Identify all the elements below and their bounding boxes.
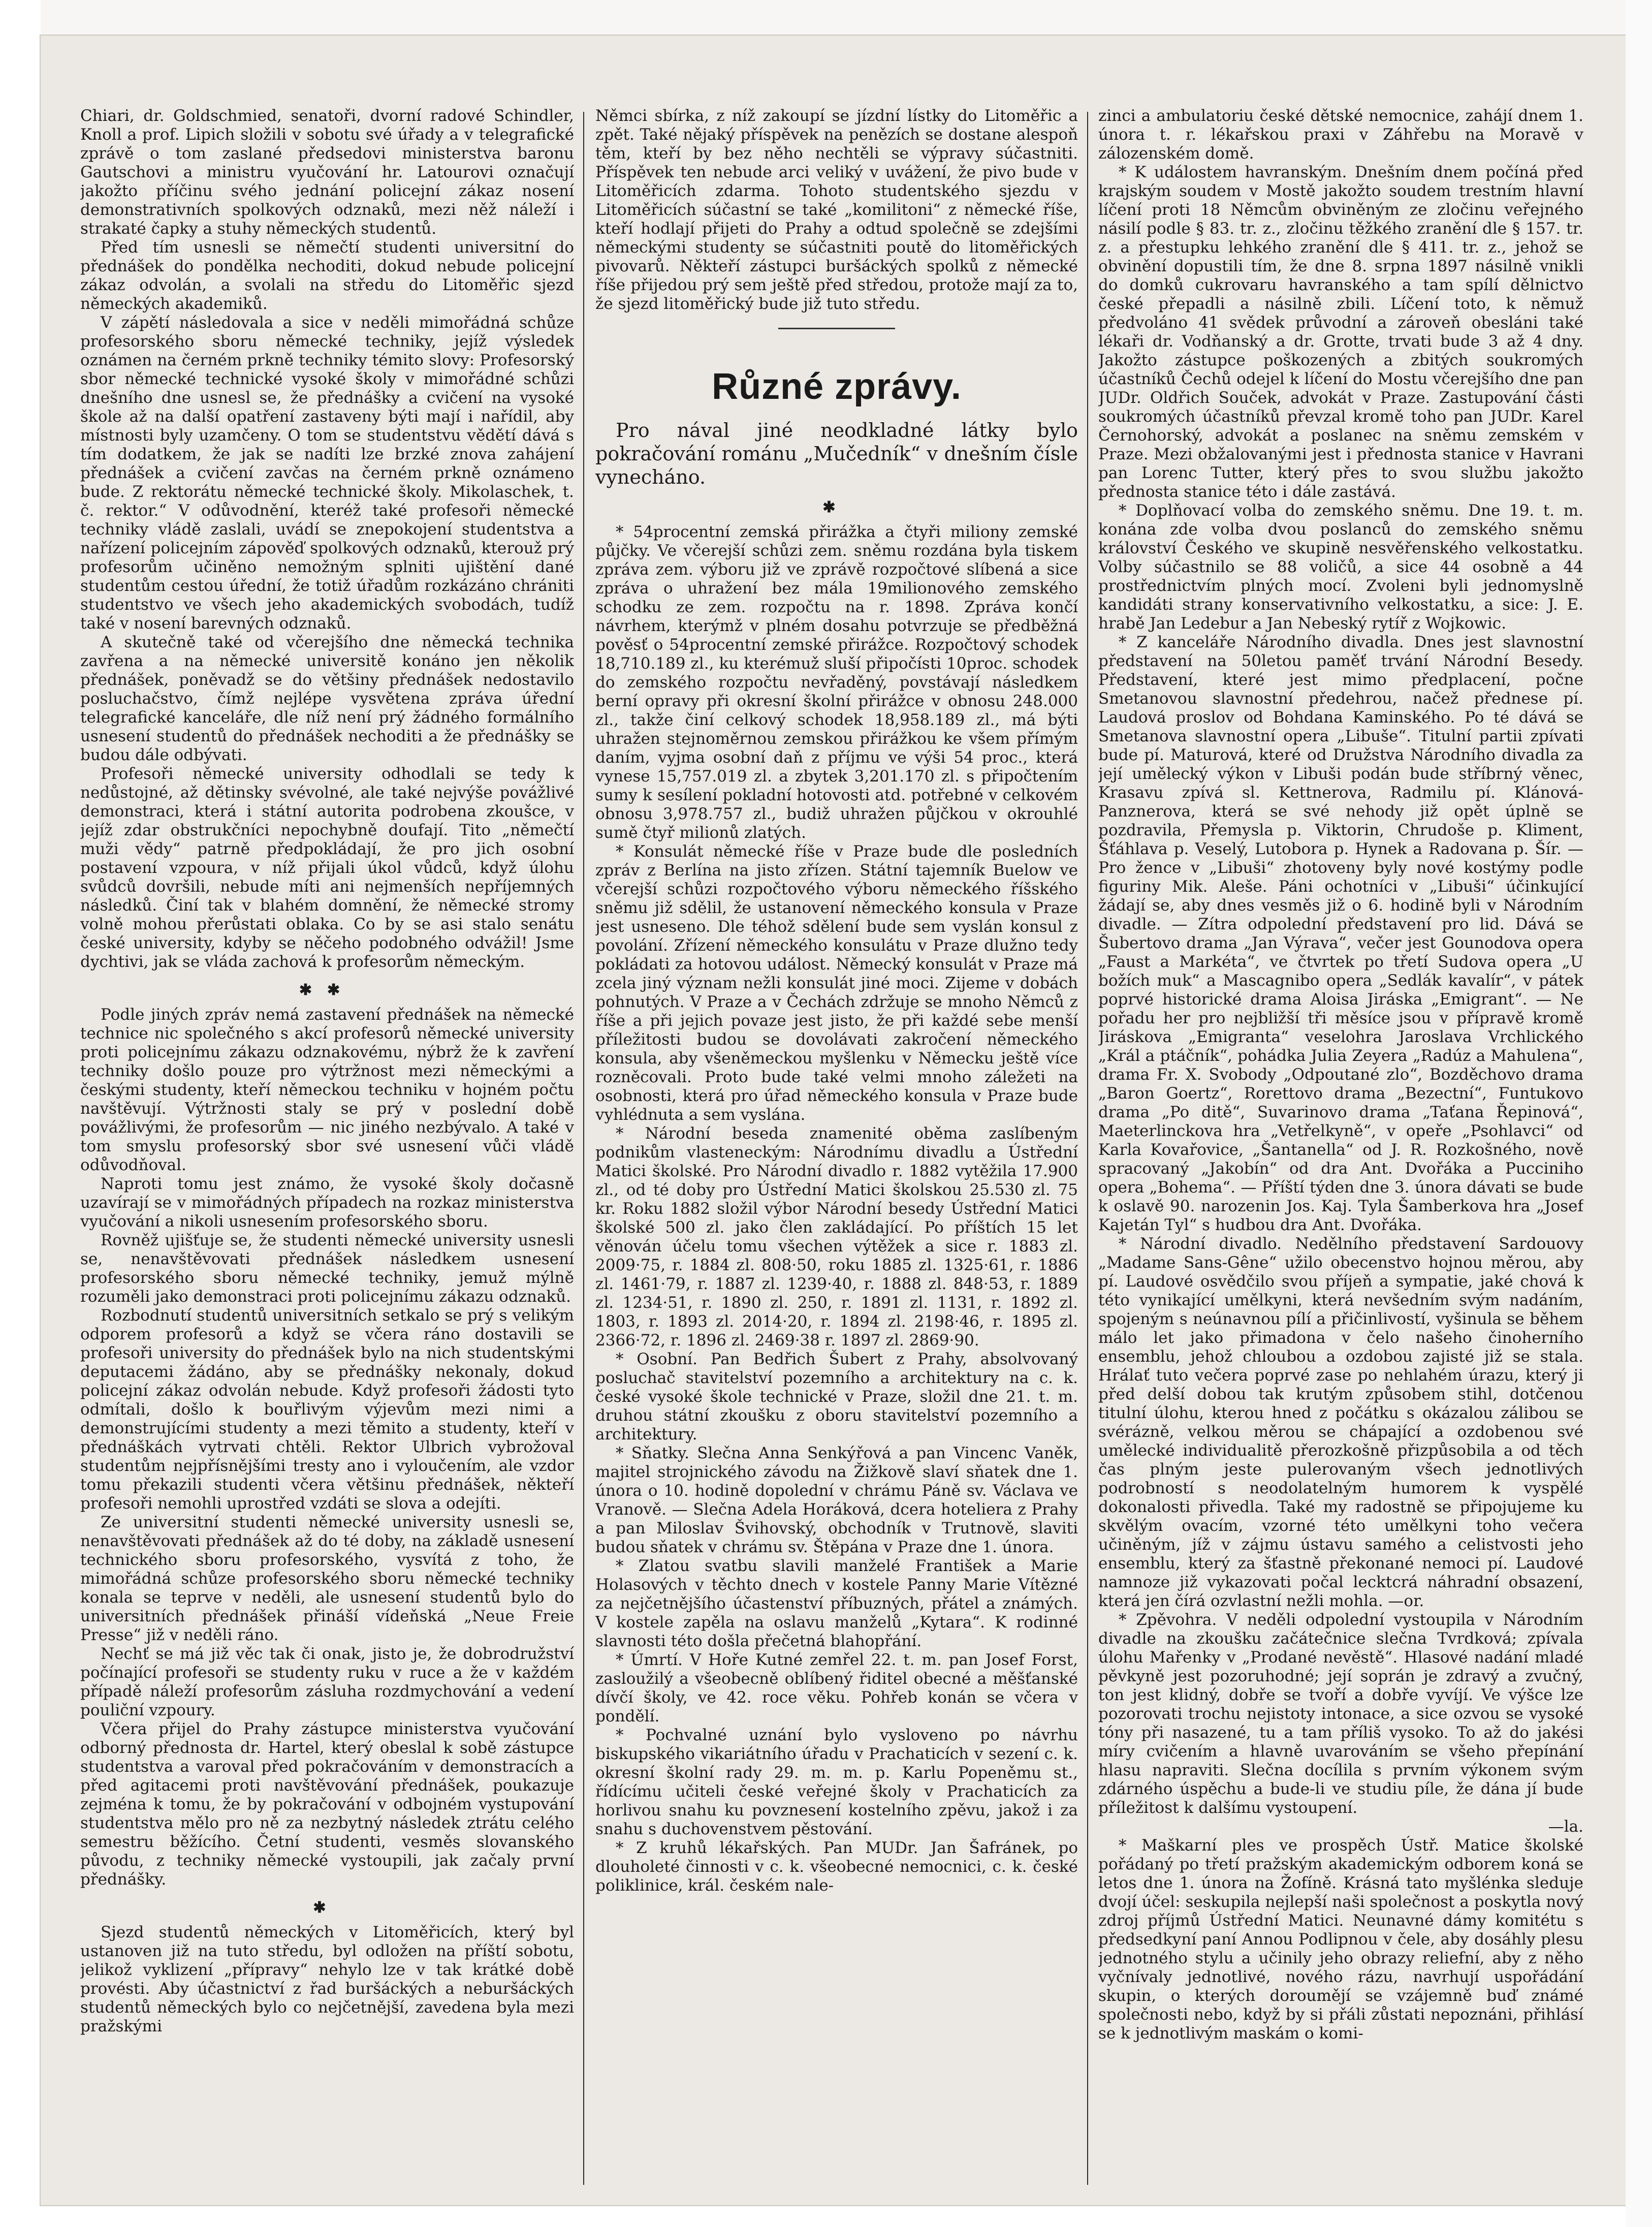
news-item: * Z kanceláře Národního divadla. Dnes jest slavnostní představení na 50letou paměť trvání Národní Besedy. Představení, které jest mimo předplacení, počne Smetanovou slavnostní předehrou, načež přednese pí. Laudová proslov od Bohdana Kaminského. Po té dává se Smetanova slavnostní opera „Libuše“. Titulní partii zpívati bude pí. Maturová, které od Družstva Národního divadla za její umělecký výkon v Libuši podán bude stříbrný věnec, Krasavu zpívá sl. Kettnerova, Radmilu pí. Klánová-Panznerova, která se své nehody již opět úplně se pozdravila, Přemysla p. Viktorin, Chrudoše p. Kliment, Šťáhlava p. Veselý, Lutobora p. Hynek a Radovana p. Šír. — Pro žence v „Libuši“ zhotoveny byly nové kostýmy podle figuriny Mik. Aleše. Páni ochotníci v „Libuši“ účinkující žádají se, aby dnes vesměs již o 6. hodině byli v Národním divadle. — Zítra odpolední představení pro lid. Dává se Šubertovo drama „Jan Výrava“, večer jest Gounodova opera „Faust a Markéta“, ve čtvrtek po třetí Sudova opera „U božích muk“ a Mascagnibo opera „Sedlák kavalír“, v pátek poprvé historické drama Aloisa Jiráska „Emigrant“. — Ne pořadu her pro nejbližší tři měsíce jsou v přípravě kromě Jiráskova „Emigranta“ veselohra Jaroslava Vrchlického „Král a ptáčník“, pohádka Julia Zeyera „Radúz a Mahulena“, drama Fr. X. Svobody „Odpoutané zlo“, Bozděchovo drama „Baron Goertz“, Rorettovo drama „Bezectní“, Funtukovo drama „Po ditě“, Suvarinovo drama „Taťana Řepinová“, Maeterlinckova hra „Vetřelkyně“, v opeře „Psohlavci“ od Karla Kovařovice, „Šantanella“ od J. R. Rozkošného, nově spracovaný „Jakobín“ od dra Ant. Dvořáka a Pucciniho opera „Bohema“. — Příští týden dne 3. února dávati se bude k oslavě 90. narozenin Jos. Kaj. Tyla Šamberkova hra „Josef Kajetán Tyl“ s hudbou dra Ant. Dvořáka. xyxy=(1098,633,1583,1234)
top-margin xyxy=(41,0,1626,36)
news-item: * Zpěvohra. V neděli odpolední vystoupila v Národním divadle na zkoušku začátečnice slečna Tvrdková; zpívala úlohu Mařenky v „Prodané nevěstě“. Hlasové nadání mladé pěvkyně jest pozoruhodné; její soprán je zdravý a zvučný, ton jest klidný, dobře se tvoří a dobře vyvíjí. Ve výšce lze pozorovati trochu nejistoty intonace, a sice ozvou se vysoké tóny při nasazené, tu a tam příliš vysoko. To až do jakési míry cvičením a hlavně uvarováním se všeho přepínání hlasu napraviti. Slečna docílila s prvním výkonem svým zdárného úspěchu a bude-li ve studiu píle, že dána jí bude příležitost k dalšímu vystoupení. xyxy=(1098,1611,1583,1817)
news-item: * Doplňovací volba do zemského sněmu. Dne 19. t. m. konána zde volba dvou poslanců do zemského sněmu království Českého ve skupině nesvěřenského velkostatku. Volby súčastnilo se 88 voličů, a sice 44 osobně a 44 prostřednictvím plných mocí. Zvoleni byli jednomyslně kandidáti strany konservativního velkostatku, a sice: J. E. hrabě Jan Ledebur a Jan Nebeský rytíř z Wojkowic. xyxy=(1098,501,1583,633)
paragraph: Sjezd studentů německých v Litoměřicích, který byl ustanoven již na tuto středu, byl odložen na příští sobotu, jelikož vyklizení „přípravy“ nehylo lze v tak krátké době provésti. Aby účastnictví z řad buršáckých a neburšáckých studentů německých bylo co nejčetnější, zavedena byla mezi pražskými xyxy=(80,1923,574,2035)
intro-notice: Pro nával jiné neodkladné látky bylo pokračování románu „Mučedník“ v dnešním čísle vynecháno. xyxy=(595,419,1078,488)
news-item: * Osobní. Pan Bedřich Šubert z Prahy, absolvovaný posluchač stavitelství pozemního a architektury na c. k. české vysoké škole technické v Praze, složil dne 21. t. m. druhou státní zkoušku z oboru stavitelství pozemního a architektury. xyxy=(595,1350,1078,1444)
section-title: Různé zprávy. xyxy=(712,366,962,407)
paragraph: Naproti tomu jest známo, že vysoké školy dočasně uzavírají se v mimořádných případech na rozkaz ministerstva vyučování a nikoli usnesením profesorského sboru. xyxy=(80,1175,574,1231)
paragraph: Ze universitní studenti německé university usnesli se, nenavštěvovati přednášek až do té doby, na základě usnesení technického sboru profesorského, vysvítá z toho, že mimořádná schůze profesorského sboru německé techniky konala se teprve v neděli, ale usnesení studentů bylo do universitních přednášek přináší vídeňská „Neue Freie Presse“ již v neděli ráno. xyxy=(80,1513,574,1644)
paragraph: Němci sbírka, z níž zakoupí se jízdní lístky do Litoměřic a zpět. Také nějaký příspěvek na penězích se dostane alespoň těm, kteří by bez něho nechtěli se výpravy súčastniti. Příspěvek ten nebude arci veliký v uvážení, že pivo bude v Litoměřicích zdarma. Tohoto studentského sjezdu v Litoměřicích súčastní se také „komilitoni“ z německé říše, kteří hodlají přijeti do Prahy a odtud společně se zdejšími německými studenty se súčastniti poutě do litoměřických pivovarů. Někteří zástupci buršáckých spolků z německé říše přijedou prý sem ještě před středou, protože mají za to, že sjezd litoměřický bude již tuto středu. xyxy=(595,107,1078,313)
newspaper-page xyxy=(41,36,1626,2205)
short-divider xyxy=(778,328,895,329)
separator-stars: ✱✱ xyxy=(299,981,356,999)
paragraph: Rozbodnutí studentů universitních setkalo se prý s velikým odporem profesorů a když se včera ráno dostavili se profesoři university do přednášek bylo na nich studentskými deputacemi žádáno, aby se přednášky nekonaly, dokud policejní zákaz odvolán nebude. Když profesoři žádosti tyto odmítali, došlo k bouřlivým výjevům mezi nimi a demonstrujícími studenty a mezi těmito a studenty, kteří v přednáškách vytrvati chtěli. Rektor Ulbrich vybrožoval studentům nejpřísnějšími tresty ano i vyloučením, ale vzdor tomu překazili studenti včera většinu přednášek, někteří profesoři nemohli uprostřed vzdáti se slova a odejíti. xyxy=(80,1306,574,1513)
news-item: * Z kruhů lékařských. Pan MUDr. Jan Šafránek, po dlouholeté činnosti v c. k. všeobecné nemocnici, c. k. české poliklinice, král. českém nale- xyxy=(595,1839,1078,1895)
news-item: * Sňatky. Slečna Anna Senkýřová a pan Vincenc Vaněk, majitel strojnického závodu na Žižkově slaví sňatek dne 1. února o 10. hodině dopolední v chrámu Páně sv. Václava ve Vranově. — Slečna Adela Horáková, dcera hoteliera z Prahy a pan Miloslav Švihovský, obchodník v Trutnově, slaviti budou sňatek v chrámu sv. Štěpána v Praze dne 1. února. xyxy=(595,1444,1078,1556)
column-rule xyxy=(583,112,584,2185)
separator-stars: ✱ xyxy=(313,1899,341,1917)
paragraph: V zápětí následovala a sice v neděli mimořádná schůze profesorského sboru německé techniky, jejíž výsledek oznámen na černém prkně techniky témito slovy: Profesorský sbor německé technické vysoké školy v mimořádné schůzi dnešního dne usnesl se, že přednášky a cvičení na vysoké škole až na další opatření zastaveny býti mají i nařídil, aby místnosti byly uzamčeny. O tom se studentstvu vědětí dává s tím dodatkem, že jak se nadíti lze brzké znova zahájení přednášek a cvičení zavčas na černém prkně oznámeno bude. Z rektorátu německé technické školy. Mikolaschek, t. č. rektor.“ V odůvodnění, kteréž také profesoři německé techniky vládě zaslali, uvádí se znepokojení studentstva a nařízení policejním zápověď spolkových odznaků, kterouž prý profesorům učiněno nemožným splniti ujištění dané studentům cestou úřední, že totiž úřadům rozkázáno chrániti studentstvo ve všech jeho akademických svobodách, tudíž také v nosení barevných odznaků. xyxy=(80,313,574,633)
paragraph: Chiari, dr. Goldschmied, senatoři, dvorní radové Schindler, Knoll a prof. Lipich složili v sobotu své úřady a v telegrafické zprávě o tom zaslané předsedovi ministerstva baronu Gautschovi a ministru vyučování hr. Latourovi označují jakožto příčinu svého jednání policejní zákaz nosení demonstrativních spolkových odznaků, mezi něž náleží i strakaté čapky a stuhy německých studentů. xyxy=(80,107,574,238)
news-item: * Zlatou svatbu slavili manželé František a Marie Holasových v těchto dnech v kostele Panny Marie Vítězné za nejčetnějšího účastenství příbuzných, přátel a známých. V kostele zapěla na oslavu manželů „Kytara“. K rodinné slavnosti této došla přečetná blahopřání. xyxy=(595,1557,1078,1650)
right-margin xyxy=(1626,0,1652,2227)
paragraph: Rovněž ujišťuje se, že studenti německé university usnesli se, nenavštěvovati přednášek následkem usnesení profesorského sboru německé techniky, jemuž mýlně rozuměli jako demonstraci proti policejnímu zákazu odznaků. xyxy=(80,1231,574,1306)
news-item: * K událostem havranským. Dnešním dnem počíná před krajským soudem v Mostě jakožto soudem trestním hlavní líčení proti 18 Němcům obviněným ze zločinu veřejného násilí podle § 83. tr. z., zločinu těžkého zranění dle § 157. tr. z. a přestupku lehkého zranění dle § 411. tr. z., jehož se obvinění dopustili tím, že dne 8. srpna 1897 násilně vnikli do domků cukrovaru havranského a tam spílí dělnictvo české přepadli a násilně zbili. Líčení toto, k němuž předvoláno 41 svědek průvodní a zároveň obesláni také lékaři dr. Vodňanský a dr. Grotte, trvati bude 3 až 4 dny. Jakožto zástupce poškozených a zbitých soukromých účastníků Čechů odejel k líčení do Mostu včerejšího dne pan JUDr. Oldřich Souček, advokát v Praze. Zastupování části soukromých účastníků převzal kromě toho pan JUDr. Karel Černohorský, advokát a poslanec na sněmu zemském v Praze. Mezi obžalovanými jest i přednosta stanice v Havrani pan Lorenc Tutter, který přes to svou službu jakožto přednosta stanice této i dále zastává. xyxy=(1098,163,1583,501)
news-item: * Národní beseda znamenité oběma zaslíbeným podnikům vlasteneckým: Národnímu divadlu a Ústřední Matici školské. Pro Národní divadlo r. 1882 vytěžila 17.900 zl., od té doby pro Ústřední Matici školskou 25.530 zl. 75 kr. Roku 1882 složil výbor Národní besedy Ústřední Matici školské 500 zl. jako člen zakládající. Po příštích 15 let věnován účelu tomu všechen výtěžek a sice r. 1883 zl. 2009·75, r. 1884 zl. 808·50, roku 1885 zl. 1325·61, r. 1886 zl. 1461·79, r. 1887 zl. 1239·40, r. 1888 zl. 848·53, r. 1889 zl. 1234·51, r. 1890 zl. 250, r. 1891 zl. 1131, r. 1892 zl. 1803, r. 1893 zl. 2014·20, r. 1894 zl. 2198·46, r. 1895 zl. 2366·72, r. 1896 zl. 2469·38 r. 1897 zl. 2869·90. xyxy=(595,1124,1078,1350)
separator-stars: ✱ xyxy=(822,498,851,516)
news-item: * 54procentní zemská přirážka a čtyři miliony zemské půjčky. Ve včerejší schůzi zem. sněmu rozdána byla tiskem zpráva zem. výboru již ve zprávě rozpočtové slíbená a sice zpráva o uhražení bez mála 19milionového zemského schodku ze zem. rozpočtu na r. 1898. Zpráva končí návrhem, kterýmž v plném dosahu potvrzuje se předběžná pověsť o 54procentní zemské přirážce. Rozpočtový schodek 18,710.189 zl., ku kterémuž sluší připočísti 10proc. schodek do zemského rozpočtu nevřaděný, povstávají následkem berní opravy při okresní školní přirážce v obnosu 248.000 zl., takže činí celkový schodek 18,958.189 zl., má býti uhražen stejnoměrnou zemskou přirážkou ke všem přímým daním, vyjma osobní daň z příjmu ve výši 54 proc., která vynese 15,757.019 zl. a zbytek 3,201.170 zl. s připočtením sumy k sesílení pokladní hotovosti atd. potřebné v celkovém obnosu 3,978.757 zl., budiž uhražen půjčkou v okrouhlé sumě čtyř milionů zlatých. xyxy=(595,523,1078,842)
column-rule xyxy=(1087,112,1088,2185)
paragraph: Nechť se má již věc tak či onak, jisto je, že dobrodružství počínající profesoři se studenty ruku v ruce a že v každém případě náleží profesorům zásluha rozdmychování a vedení pouliční vzpoury. xyxy=(80,1645,574,1719)
column-left xyxy=(80,107,574,2190)
news-item: * Úmrtí. V Hoře Kutné zemřel 22. t. m. pan Josef Forst, zasloužilý a všeobecně oblíbený řiditel obecné a měšťanské dívčí školy, ve 42. roce věku. Pohřeb konán se včera v pondělí. xyxy=(595,1651,1078,1726)
paragraph: Podle jiných zpráv nemá zastavení přednášek na německé technice nic společného s akcí profesorů německé university proti policejnímu zákazu odznakovému, nýbrž že k zavření techniky došlo pouze pro výtržnost mezi německými a českými studenty, kteří německou techniku v hojném počtu navštěvují. Výtržnosti staly se prý v poslední době povážlivými, že profesorům — nic jiného nezbývalo. A také v tom smyslu profesorský sbor své usnesení vůči vládě odůvodňoval. xyxy=(80,1006,574,1174)
signature: —la. xyxy=(1548,1817,1583,1836)
paragraph: Profesoři německé university odhodlali se tedy k nedůstojné, až dětinsky svévolné, ale také nejvýše povážlivé demonstraci, která i státní autorita podrobena zkoušce, v jejíž zdar obstrukčníci nepochybně doufají. Tito „němečtí muži vědy“ patrně předpokládají, že pro jich osobní postavení vzpoura, v níž přijali úkol vůdců, když úlohu svůdců dovršili, nebude míti ani nejmenších nepříjemných následků. Činí tak v blahém domnění, že německé stromy volně mohou přerůstati oblaka. Co by se asi stalo senátu české university, kdyby se něčeho podobného odvážil! Jsme dychtivi, jak se vláda zachová k profesorům německým. xyxy=(80,765,574,971)
news-item: * Pochvalné uznání bylo vysloveno po návrhu biskupského vikariátního úřadu v Prachaticích v sezení c. k. okresní školní rady 29. m. m. p. Karlu Popeněmu st., řídícímu učiteli české veřejné školy v Prachaticích za horlivou snahu ku povznesení kostelního zpěvu, jakož i za snahu s duchovenstvem pěstování. xyxy=(595,1726,1078,1838)
paragraph: A skutečně také od včerejšího dne německá technika zavřena a na německé universitě konáno jen několik přednášek, poněvadž se do většiny přednášek nedostavilo posluchačstvo, čímž nejlépe vysvětena zpráva úřední telegrafické kanceláře, dle níž není prý žádného formálního usnesení studentů do přednášek nechoditi a že přednášky se budou dále odbývati. xyxy=(80,633,574,764)
paragraph: Před tím usnesli se němečtí studenti universitní do přednášek do pondělka nechoditi, dokud nebude policejní zákaz odvolán, a svolali na středu do Litoměřic sjezd německých akademiků. xyxy=(80,238,574,313)
news-item: * Maškarní ples ve prospěch Ústř. Matice školské pořádaný po třetí pražským akademickým odborem koná se letos dne 1. února na Žofíně. Krásná tato myšlénka sleduje dvojí účel: seskupila nejlepší naši společnost a poskytla nový zdroj příjmů Ústřední Matici. Neunavné dámy komitétu s předsedkyní paní Annou Podlipnou v čele, aby dosáhly plesu jednotného stylu a učinily jeho obrazy reliefní, aby z něho vyčnívaly jednotlivé, nového rázu, navrhují uspořádání skupin, o kterých doroumějí se vzájemně buď známé společnosti nebo, když by si přáli zůstati nepoznáni, přihlásí se k jednotlivým maskám o komi- xyxy=(1098,1836,1583,2043)
news-item: * Národní divadlo. Nedělního představení Sardouovy „Madame Sans-Gêne“ užilo obecenstvo hojnou měrou, aby pí. Laudové osvědčilo svou příjeň a sympatie, jaké chová k této vynikající umělkyni, která nevšedním svým nadáním, spojeným s neúnavnou pílí a přičinlivostí, vyšinula se během málo let jako přimadona v čelo našeho činoherního ensemblu, jehož chloubou a ozdobou zajisté již se stala. Hrálať tuto večera poprvé zase po nehlahém úrazu, který ji před delší dobou tak krutým způsobem stihl, dotčenou titulní úlohu, kterou hned z počátku s okázalou zálibou se svérázně, velkou měrou se chápající a ozdobenou své umělecké individualitě přerozkošně přizpůsobila a od těch čas plným jeste pulerovaným všech jednotlivých podrobností s neodolatelným humorem k vyspělé dokonalosti přivedla. Také my radostně se připojujeme ku skvělým ovacím, vzorné této umělkyni toho večera učiněným, jíž v zájmu ústavu samého a celistvosti jeho ensemblu, který za šťastně překonané nemoci pí. Laudové namnoze již vykazovati počal lecktcrá náhradní obsazení, která jen čírá ozvlastní nežli mohla. —or. xyxy=(1098,1235,1583,1610)
column-right xyxy=(1098,107,1583,2190)
news-item: * Konsulát německé říše v Praze bude dle posledních zpráv z Berlína na jisto zřízen. Státní tajemník Buelow ve včerejší schůzi rozpočtového výboru německého říšského sněmu již sdělil, že ustanovení německého konsula v Praze jest usneseno. Dle téhož sdělení bude sem vyslán konsul z povolání. Zřízení německého konsulátu v Praze dlužno tedy pokládati za hotovou událost. Německý konsulát v Praze má zcela jiný význam nežli konsulát jiné moci. Zijeme v dobách pohnutých. V Praze a v Čechách zdržuje se mnoho Němců z říše a při jejich povaze jest jisto, že při každé sebe menší příležitosti budou se dovolávati zakročení německého konsula, aby všeněmeckou myšlenku v Německu ještě více rozněcovali. Proto bude také velmi mnoho záležeti na osobnosti, která pro úřad německého konsula v Praze bude vyhlédnuta a sem vyslána. xyxy=(595,842,1078,1124)
column-middle xyxy=(595,107,1078,2190)
paragraph: Včera přijel do Prahy zástupce ministerstva vyučování odborný přednosta dr. Hartel, který obeslal k sobě zástupce studentstva a varoval před pokračováním v demonstracích a před agitacemi proti navštěvování přednášek, poukazuje zejména k tomu, že by pokračování v odbojném vystupování studentstva mělo pro ně za nezbytný následek ztrátu celého semestru běžícího. Četní studenti, vesměs slovanského původu, z techniky německé vystoupili, jak začaly první přednášky. xyxy=(80,1720,574,1889)
news-item: zinci a ambulatoriu české dětské nemocnice, zahájí dnem 1. února t. r. lékařskou praxi v Záhřebu na Moravě v zálozenském domě. xyxy=(1098,107,1583,163)
